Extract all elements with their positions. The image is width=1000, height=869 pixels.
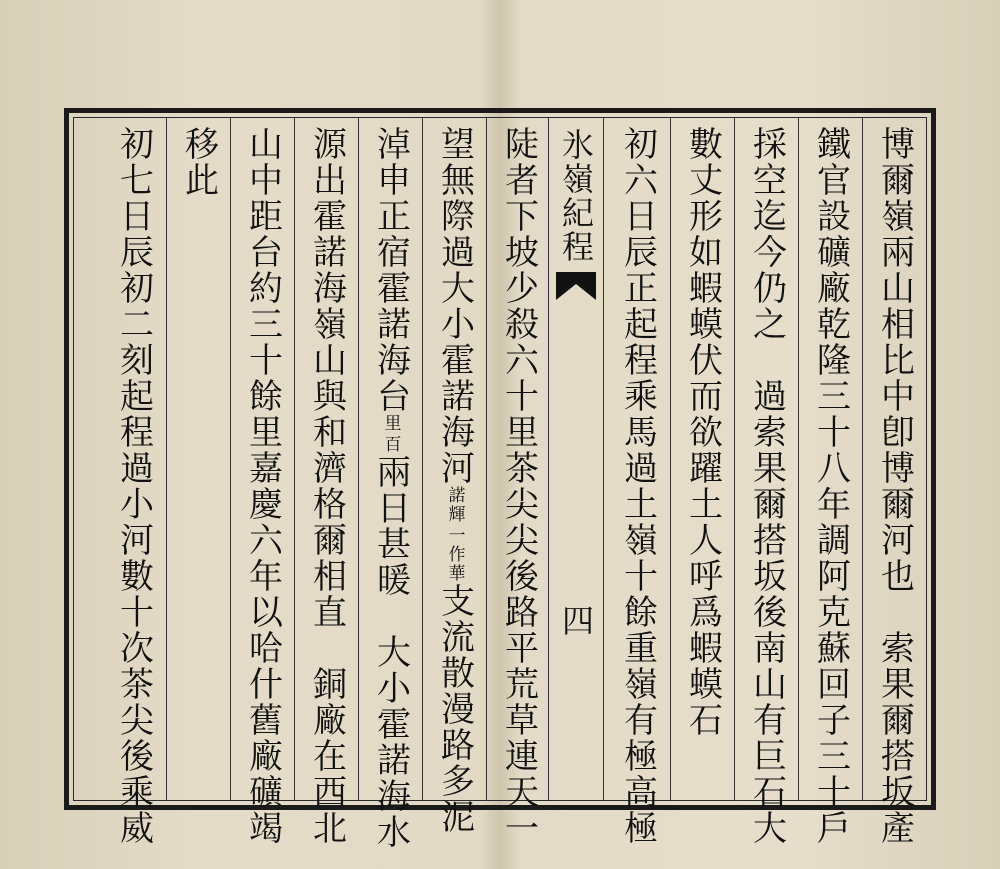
- main-text: 陡者下坡少殺六十里茶尖尖後路平荒草連天一: [498, 126, 539, 846]
- note-line: 里: [380, 414, 401, 433]
- text-column-12: [102, 118, 166, 846]
- column-text: [743, 126, 792, 846]
- main-text: 初七日辰初二刻起程過小河數十次茶尖後乘威: [113, 126, 154, 846]
- column-text: [679, 126, 728, 738]
- text-column-11: [166, 118, 231, 800]
- text-column-2: [798, 118, 863, 846]
- main-text: 博爾嶺兩山相比中卽博爾河也 索果爾搭坂產: [874, 126, 915, 846]
- text-block: [73, 117, 927, 850]
- text-column-7: [422, 118, 487, 835]
- main-text: 淖申正宿霍諾海台: [370, 126, 411, 414]
- column-text: [175, 126, 224, 198]
- text-column-6: [486, 118, 551, 846]
- column-text: [110, 126, 159, 846]
- text-column-9: [294, 118, 359, 846]
- column-text: [614, 126, 663, 846]
- main-text: 兩日甚暖 大小霍諾海水: [370, 454, 411, 850]
- main-text: 初六日辰正起程乘馬過土嶺十餘重嶺有極高極: [617, 126, 658, 846]
- main-text: 移此: [178, 126, 219, 198]
- text-column-10: [230, 118, 295, 846]
- column-text: [239, 126, 288, 846]
- column-text: [303, 126, 352, 846]
- fishtail-mark-icon: [554, 270, 598, 304]
- center-gutter: [548, 118, 604, 800]
- note-line: 一作華: [444, 526, 465, 583]
- main-text: 鐵官設礦廠乾隆三十八年調阿克蘇回子三十戶: [810, 126, 851, 846]
- text-column-1: [862, 118, 927, 846]
- main-text: 源出霍諾海嶺山與和濟格爾相直 銅廠在西北: [306, 126, 347, 846]
- text-column-4: [670, 118, 735, 800]
- text-column-8: [358, 118, 423, 850]
- column-text: [431, 126, 480, 835]
- interlinear-note: [382, 414, 400, 454]
- main-text: 山中距台約三十餘里嘉慶六年以哈什舊廠礦竭: [242, 126, 283, 846]
- column-text: [871, 126, 920, 846]
- main-text: 採空迄今仍之 過索果爾搭坂後南山有巨石大: [746, 126, 787, 846]
- text-column-5: [606, 118, 670, 846]
- main-text: 望無際過大小霍諾海河: [434, 126, 475, 486]
- page-number: 四: [557, 604, 595, 636]
- main-text: 數丈形如蝦蟆伏而欲躍土人呼爲蝦蟆石: [682, 126, 723, 738]
- column-text: [807, 126, 856, 846]
- main-text: 支流散漫路多泥: [434, 583, 475, 835]
- interlinear-note: [446, 486, 464, 583]
- text-column-3: [734, 118, 799, 846]
- column-text: [495, 126, 544, 846]
- note-line: 諾輝: [444, 486, 465, 524]
- note-line: 百: [380, 435, 401, 454]
- printed-frame: [64, 108, 936, 850]
- column-text: [367, 126, 416, 850]
- gutter-title: 氷嶺紀程: [557, 128, 595, 264]
